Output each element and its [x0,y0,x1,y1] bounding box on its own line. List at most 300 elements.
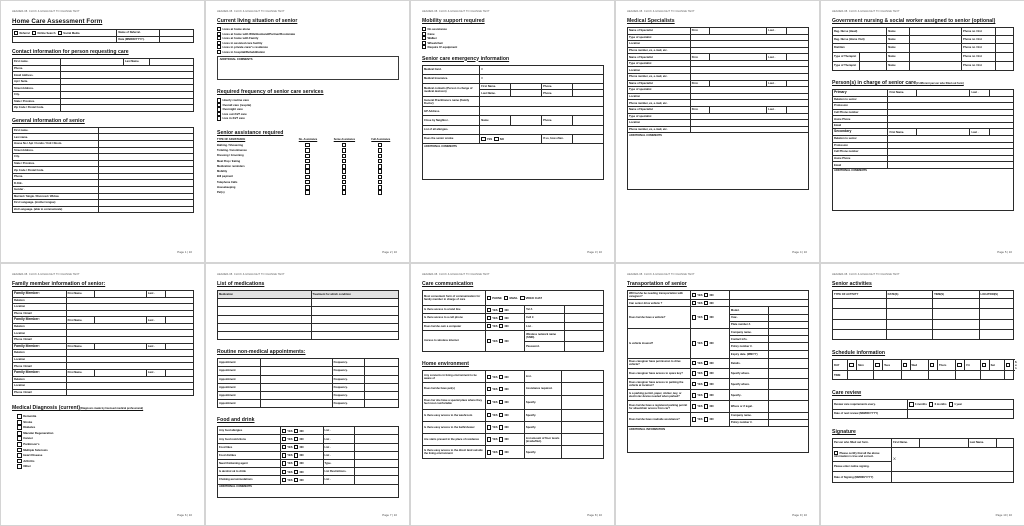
checkbox-icon[interactable] [487,308,491,312]
checkbox-icon[interactable] [294,429,298,433]
checkbox-icon[interactable] [17,453,22,458]
checkbox-icon[interactable] [487,413,491,417]
family-last-input[interactable] [166,343,194,350]
checkbox-icon[interactable] [499,316,503,320]
transport-yesno-cell[interactable] [690,368,729,378]
appointment-input[interactable] [260,400,332,408]
transport-detail-input[interactable] [769,321,809,328]
checkbox-icon[interactable] [282,470,286,474]
specialist-type-input[interactable] [690,60,808,67]
family-row-input[interactable] [66,389,193,396]
transport-detail-input[interactable] [769,419,809,426]
checkbox-icon[interactable] [903,363,907,367]
checkbox-icon[interactable] [481,137,485,141]
specialist-type-input[interactable] [690,34,808,41]
checkbox-icon[interactable] [17,414,22,419]
checkbox-icon[interactable] [499,339,503,343]
checkbox-icon[interactable] [487,450,491,454]
assistance-cell[interactable] [290,190,326,195]
transport-detail-input[interactable] [769,412,809,419]
checkbox-icon[interactable] [305,169,309,173]
checkbox-icon[interactable] [504,296,508,300]
schedule-time-input[interactable] [848,371,874,380]
neighbor-name-input[interactable] [511,116,542,125]
checkbox-icon[interactable] [499,324,503,328]
schedule-time-input[interactable] [874,371,901,380]
specialist-location-input[interactable] [690,120,808,127]
document-page-5[interactable] [820,0,1024,263]
contact-row-input[interactable] [61,85,194,92]
emergency-row-input[interactable]: # [480,74,604,83]
checkbox-icon[interactable] [58,31,62,35]
checkbox-icon[interactable] [342,175,346,179]
checkbox-icon[interactable] [487,324,491,328]
general-row-input[interactable] [99,193,194,200]
home-yesno-cell[interactable] [485,383,524,395]
schedule-time-input[interactable] [901,371,928,380]
contact-row-input[interactable] [61,92,194,99]
comm-yesno-cell[interactable] [485,306,524,314]
medication-cell[interactable] [218,315,312,323]
checkbox-icon[interactable] [17,459,22,464]
checkbox-icon[interactable] [305,148,309,152]
checkbox-icon[interactable] [378,154,382,158]
home-detail-input[interactable] [562,383,604,395]
transport-blank-cell[interactable] [729,291,808,300]
activity-cell[interactable] [886,309,932,319]
charge-row-input[interactable] [888,96,1014,103]
charge-additional-comments[interactable]: ADDITIONAL COMMENTS [833,168,1014,210]
transport-detail-input[interactable] [769,343,809,350]
frequency-input[interactable] [364,383,398,391]
general-row-input[interactable] [99,160,194,167]
checkbox-icon[interactable] [487,296,491,300]
gov-name-input[interactable] [910,44,962,52]
neighbor-phone-input[interactable] [573,116,604,125]
checkbox-icon[interactable] [704,417,708,421]
checkbox-icon[interactable] [704,293,708,297]
specialist-last-input[interactable] [786,106,808,113]
referral-name-input[interactable] [160,30,194,37]
transport-detail-input[interactable] [769,390,809,401]
activity-cell[interactable] [979,299,1013,309]
charge-row-input[interactable] [888,142,1014,149]
checkbox-icon[interactable] [704,341,708,345]
family-first-input[interactable] [95,317,147,324]
gov-phone-input[interactable] [995,61,1013,70]
checkbox-icon[interactable] [342,180,346,184]
referral-source-cell-empty[interactable] [13,36,117,43]
appointment-input[interactable] [260,359,332,367]
emergency-row-input[interactable] [480,107,604,116]
checkbox-icon[interactable] [17,442,22,447]
gov-phone-input[interactable] [995,36,1013,44]
checkbox-icon[interactable] [17,448,22,453]
signature-certify-cell[interactable] [833,447,892,461]
specialist-last-input[interactable] [786,28,808,35]
checkbox-icon[interactable] [930,363,934,367]
checkbox-icon[interactable] [294,461,298,465]
checkbox-icon[interactable] [305,159,309,163]
checkbox-icon[interactable] [499,413,503,417]
food-additional-comments[interactable]: ADDITIONAL COMMENTS [218,484,399,497]
contact-row-input[interactable] [61,98,194,105]
specialist-location-input[interactable] [690,41,808,48]
family-row-input[interactable] [66,350,193,357]
checkbox-icon[interactable] [342,164,346,168]
checkbox-icon[interactable] [692,393,696,397]
checkbox-icon[interactable] [499,425,503,429]
checkbox-icon[interactable] [982,363,986,367]
specialist-first-input[interactable] [710,28,767,35]
specialist-phone-input[interactable] [690,47,808,54]
checkbox-icon[interactable] [704,371,708,375]
checkbox-icon[interactable] [949,402,953,406]
appointment-input[interactable] [260,391,332,399]
medication-condition-cell[interactable] [311,323,399,331]
checkbox-icon[interactable] [294,470,298,474]
transport-yesno-cell[interactable] [690,401,729,412]
home-detail-input[interactable] [562,395,604,409]
checkbox-icon[interactable] [305,143,309,147]
checkbox-icon[interactable] [692,341,696,345]
checkbox-icon[interactable] [305,175,309,179]
medication-cell[interactable] [218,299,312,307]
activity-cell[interactable] [933,319,979,329]
checkbox-icon[interactable] [282,461,286,465]
activity-cell[interactable] [833,309,887,319]
schedule-day-checkbox-cell[interactable] [980,359,989,370]
secondary-first-input[interactable] [916,129,970,136]
checkbox-icon[interactable] [875,363,879,367]
checkbox-icon[interactable] [378,164,382,168]
checkbox-icon[interactable] [305,164,309,168]
family-row-input[interactable] [66,383,193,390]
checkbox-icon[interactable] [692,417,696,421]
checkbox-icon[interactable] [17,420,22,425]
transport-detail-input[interactable] [769,328,809,335]
checkbox-icon[interactable] [499,400,503,404]
gov-name-input[interactable] [910,36,962,44]
schedule-time-input[interactable] [956,371,980,380]
checkbox-icon[interactable] [1006,363,1010,367]
contact-row-input[interactable] [61,78,194,85]
food-yesno-cell[interactable] [280,460,323,468]
home-yesno-cell[interactable] [485,434,524,446]
checkbox-icon[interactable] [487,339,491,343]
general-row-input[interactable] [99,186,194,193]
transport-yesno-cell[interactable] [690,358,729,368]
specialist-first-input[interactable] [710,54,767,61]
checkbox-icon[interactable] [692,293,696,297]
transport-blank-cell[interactable] [729,300,808,307]
document-page-6[interactable] [0,263,205,526]
schedule-time-input[interactable] [928,371,955,380]
general-row-input[interactable] [99,147,194,154]
checkbox-icon[interactable] [17,436,22,441]
family-row-input[interactable] [66,323,193,330]
checkbox-icon[interactable] [704,301,708,305]
family-row-input[interactable] [66,310,193,317]
diagnosis-option[interactable] [17,464,194,470]
food-yesno-cell[interactable] [280,427,323,435]
checkbox-icon[interactable] [294,445,298,449]
frequency-input[interactable] [364,391,398,399]
comm-ssid-input[interactable] [564,330,603,341]
emergency-row-input[interactable] [480,97,604,107]
contact-row-input[interactable] [61,72,194,79]
home-detail-input[interactable] [562,434,604,446]
gov-therapist-type-input[interactable] [860,61,887,70]
primary-first-input[interactable] [916,89,970,96]
checkbox-icon[interactable] [294,437,298,441]
specialist-first-input[interactable] [710,80,767,87]
contact-row-input[interactable] [61,65,194,72]
checkbox-icon[interactable] [17,431,22,436]
gov-name-input[interactable] [910,61,962,70]
medication-cell[interactable] [218,307,312,315]
charge-row-input[interactable] [888,162,1014,169]
checkbox-icon[interactable] [378,175,382,179]
checkbox-icon[interactable] [342,148,346,152]
transport-yesno-cell[interactable] [690,379,729,390]
checkbox-icon[interactable] [378,180,382,184]
contact-first-name-input[interactable] [61,59,124,66]
checkbox-icon[interactable] [494,137,498,141]
activity-cell[interactable] [933,299,979,309]
checkbox-icon[interactable] [520,296,524,300]
checkbox-icon[interactable] [929,402,933,406]
activity-cell[interactable] [833,329,887,339]
specialist-location-input[interactable] [690,93,808,100]
general-row-input[interactable] [99,134,194,141]
schedule-time-input[interactable] [1004,371,1013,380]
transport-detail-input[interactable] [769,336,809,343]
document-page-8[interactable] [410,263,615,526]
emergency-additional-comments[interactable]: ADDITIONAL COMMENTS [423,143,604,179]
specialist-phone-input[interactable] [690,126,808,133]
schedule-day-checkbox-cell[interactable] [874,359,883,370]
checkbox-icon[interactable] [305,154,309,158]
activity-cell[interactable] [886,299,932,309]
checkbox-icon[interactable] [692,382,696,386]
transport-yesno-cell[interactable] [690,328,729,358]
frequency-input[interactable] [364,375,398,383]
contact-last-name-input[interactable] [511,90,542,97]
activity-cell[interactable] [833,319,887,329]
living-option[interactable] [217,50,399,55]
document-page-7[interactable] [205,263,410,526]
referral-date-input[interactable] [160,36,194,43]
gov-phone-input[interactable] [995,44,1013,52]
general-row-input[interactable] [99,173,194,180]
medication-condition-cell[interactable] [311,315,399,323]
checkbox-icon[interactable] [487,425,491,429]
family-first-input[interactable] [95,343,147,350]
transport-detail-input[interactable] [769,401,809,412]
emergency-row-input[interactable] [480,125,604,134]
gov-phone-input[interactable] [995,28,1013,36]
food-yesno-cell[interactable] [280,476,323,484]
transport-detail-input[interactable] [769,368,809,378]
food-yesno-cell[interactable] [280,435,323,443]
transport-yesno-cell[interactable] [690,291,729,300]
checkbox-icon[interactable] [32,31,36,35]
schedule-day-checkbox-cell[interactable] [956,359,965,370]
family-last-input[interactable] [166,317,194,324]
transport-detail-input[interactable] [769,307,809,314]
smoke-how-often-input[interactable] [573,134,604,143]
gov-phone-input[interactable] [995,52,1013,61]
review-date-input[interactable] [908,409,1014,418]
document-page-4[interactable] [615,0,820,263]
checkbox-icon[interactable] [704,404,708,408]
checkbox-icon[interactable] [294,478,298,482]
checkbox-icon[interactable] [342,143,346,147]
gov-name-input[interactable] [910,52,962,61]
checkbox-icon[interactable] [282,429,286,433]
frequency-input[interactable] [364,400,398,408]
charge-row-input[interactable] [888,109,1014,116]
home-detail-input[interactable] [562,409,604,421]
specialist-type-input[interactable] [690,87,808,94]
living-additional-comments-box[interactable]: ADDITIONAL COMMENTS [217,56,399,80]
medication-condition-cell[interactable] [311,331,399,339]
food-detail-input[interactable] [355,435,399,443]
home-yesno-cell[interactable] [485,409,524,421]
food-yesno-cell[interactable] [280,468,323,476]
charge-row-input[interactable] [888,103,1014,110]
comm-detail-input[interactable] [564,306,603,314]
checkbox-icon[interactable] [957,363,961,367]
comm-options-cell[interactable] [485,291,603,306]
comm-detail-input[interactable] [564,314,603,322]
food-detail-input[interactable] [355,468,399,476]
family-first-input[interactable] [95,369,147,376]
medication-condition-cell[interactable] [311,307,399,315]
comm-detail-input[interactable] [564,322,603,330]
specialist-location-input[interactable] [690,67,808,74]
checkbox-icon[interactable] [282,445,286,449]
checkbox-icon[interactable] [282,478,286,482]
document-page-9[interactable] [615,263,820,526]
smoke-yesno-cell[interactable] [480,134,542,143]
comm-yesno-cell[interactable] [485,322,524,330]
secondary-last-input[interactable] [989,129,1013,136]
signature-draw-area[interactable] [892,447,1014,471]
checkbox-icon[interactable] [487,400,491,404]
checkbox-icon[interactable] [909,402,913,406]
family-row-input[interactable] [66,297,193,304]
checkbox-icon[interactable] [487,437,491,441]
home-detail-input[interactable] [562,421,604,433]
checkbox-icon[interactable] [704,315,708,319]
emergency-row-input[interactable]: # [480,65,604,74]
checkbox-icon[interactable] [14,31,18,35]
checkbox-icon[interactable] [217,116,221,120]
checkbox-icon[interactable] [849,363,853,367]
transport-detail-input[interactable] [769,350,809,358]
checkbox-icon[interactable] [342,159,346,163]
checkbox-icon[interactable] [499,450,503,454]
schedule-day-checkbox-cell[interactable] [848,359,857,370]
activity-cell[interactable] [979,329,1013,339]
mobility-option[interactable] [422,45,604,50]
home-yesno-cell[interactable] [485,371,524,383]
contact-last-name-input[interactable] [150,59,194,66]
specialist-last-input[interactable] [786,54,808,61]
frequency-input[interactable] [364,359,398,367]
food-detail-input[interactable] [355,443,399,451]
family-first-input[interactable] [95,291,147,298]
checkbox-icon[interactable] [294,453,298,457]
activity-cell[interactable] [979,309,1013,319]
document-page-1[interactable] [0,0,205,263]
checkbox-icon[interactable] [342,190,346,194]
checkbox-icon[interactable] [342,154,346,158]
checkbox-icon[interactable] [487,316,491,320]
home-yesno-cell[interactable] [485,395,524,409]
primary-last-input[interactable] [989,89,1013,96]
referral-source-cell[interactable] [13,30,117,37]
checkbox-icon[interactable] [422,45,426,49]
charge-row-input[interactable] [888,149,1014,156]
comm-password-input[interactable] [564,341,603,351]
transport-detail-input[interactable] [769,314,809,321]
contact-row-input[interactable] [61,105,194,112]
checkbox-icon[interactable] [342,185,346,189]
checkbox-icon[interactable] [378,159,382,163]
transport-detail-input[interactable] [769,358,809,368]
transport-detail-input[interactable] [769,379,809,390]
food-detail-input[interactable] [355,460,399,468]
specialist-phone-input[interactable] [690,100,808,107]
checkbox-icon[interactable] [692,361,696,365]
checkbox-icon[interactable] [305,190,309,194]
comm-yesno-cell[interactable] [485,330,524,351]
checkbox-icon[interactable] [378,185,382,189]
home-yesno-cell[interactable] [485,446,524,459]
checkbox-icon[interactable] [487,387,491,391]
schedule-time-input[interactable] [980,371,1004,380]
assistance-cell[interactable] [363,190,399,195]
medication-cell[interactable] [218,331,312,339]
home-detail-input[interactable] [562,446,604,459]
appointment-input[interactable] [260,383,332,391]
checkbox-icon[interactable] [692,301,696,305]
family-last-input[interactable] [166,369,194,376]
specialist-type-input[interactable] [690,113,808,120]
activity-cell[interactable] [933,329,979,339]
activity-cell[interactable] [979,319,1013,329]
schedule-day-checkbox-cell[interactable] [928,359,937,370]
activity-cell[interactable] [886,319,932,329]
general-row-input[interactable] [99,180,194,187]
checkbox-icon[interactable] [378,148,382,152]
food-yesno-cell[interactable] [280,443,323,451]
checkbox-icon[interactable] [17,464,22,469]
specialist-phone-input[interactable] [690,74,808,81]
checkbox-icon[interactable] [704,361,708,365]
transport-yesno-cell[interactable] [690,300,729,307]
schedule-day-checkbox-cell[interactable] [1004,359,1013,370]
checkbox-icon[interactable] [499,375,503,379]
general-row-input[interactable] [99,154,194,161]
checkbox-icon[interactable] [499,308,503,312]
general-row-input[interactable] [99,140,194,147]
general-row-input[interactable] [99,167,194,174]
checkbox-icon[interactable] [378,169,382,173]
